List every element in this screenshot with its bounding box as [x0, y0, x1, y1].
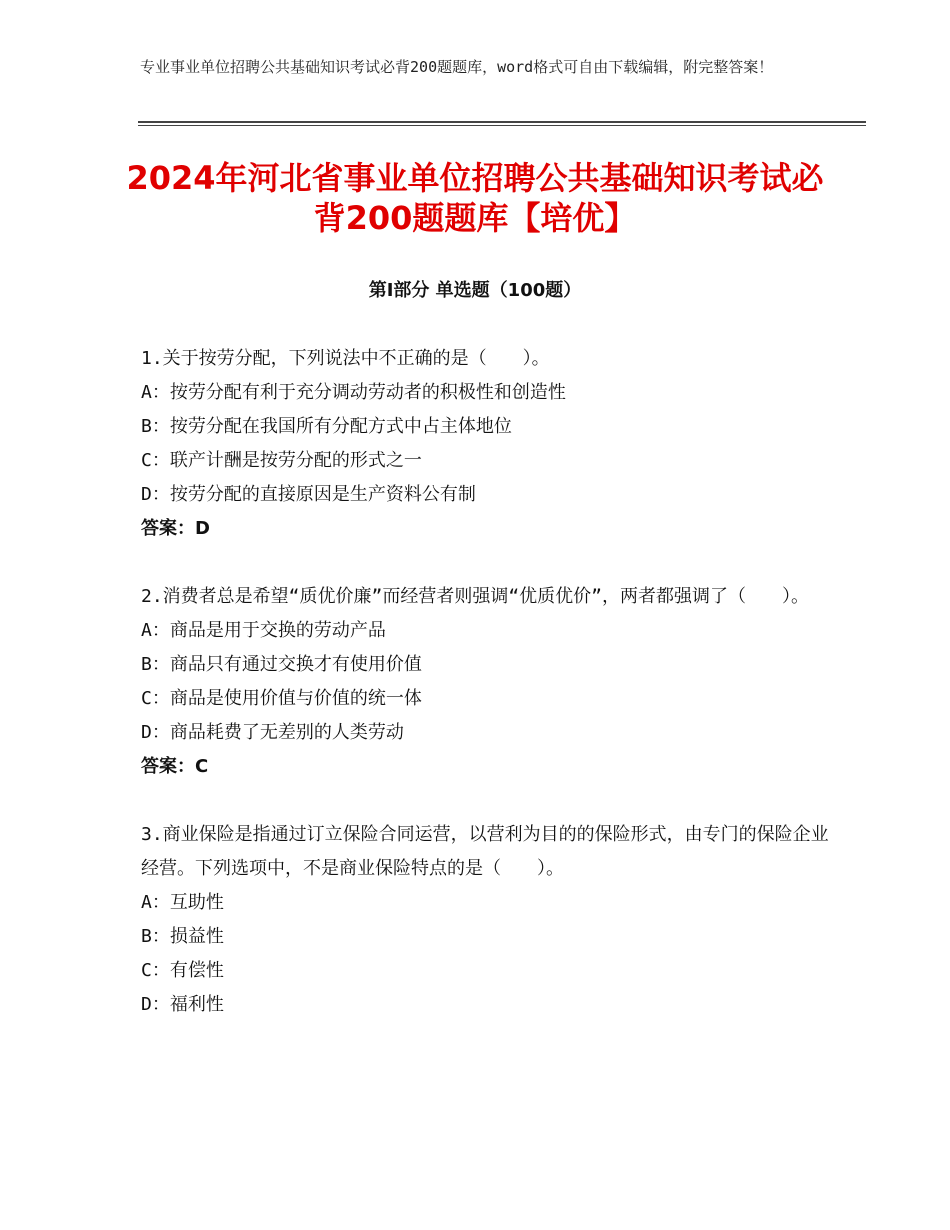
header-note: 专业事业单位招聘公共基础知识考试必背200题题库，word格式可自由下载编辑，附完整答案！ [140, 58, 774, 76]
option-a: A：互助性 [141, 892, 224, 913]
option-c: C：有偿性 [141, 960, 224, 981]
option-d: D：按劳分配的直接原因是生产资料公有制 [141, 484, 476, 505]
header-rule-top [138, 121, 866, 123]
option-a: A：商品是用于交换的劳动产品 [141, 620, 386, 641]
option-a: A：按劳分配有利于充分调动劳动者的积极性和创造性 [141, 382, 566, 403]
question-list [141, 342, 831, 1056]
section-heading: 第Ⅰ部分 单选题（100题） [368, 280, 582, 301]
option-b: B：损益性 [141, 926, 224, 947]
document-title: 2024年河北省事业单位招聘公共基础知识考试必背200题题库【培优】 [126, 159, 824, 237]
question-1 [141, 342, 831, 546]
option-c: C：联产计酬是按劳分配的形式之一 [141, 450, 422, 471]
option-d: D：福利性 [141, 994, 224, 1015]
option-d: D：商品耗费了无差别的人类劳动 [141, 722, 404, 743]
answer: 答案：D [141, 518, 210, 539]
option-b: B：商品只有通过交换才有使用价值 [141, 654, 422, 675]
answer: 答案：C [141, 756, 209, 777]
question-stem: 3.商业保险是指通过订立保险合同运营，以营利为目的的保险形式，由专门的保险企业经营。下列选项中，不是商业保险特点的是（ ）。 [141, 824, 829, 879]
option-c: C：商品是使用价值与价值的统一体 [141, 688, 422, 709]
question-stem: 2.消费者总是希望“质优价廉”而经营者则强调“优质优价”，两者都强调了（ ）。 [141, 586, 810, 607]
question-2 [141, 580, 831, 784]
question-3 [141, 818, 831, 1022]
option-b: B：按劳分配在我国所有分配方式中占主体地位 [141, 416, 512, 437]
header-rule-bottom [138, 125, 866, 126]
question-stem: 1.关于按劳分配，下列说法中不正确的是（ ）。 [141, 348, 550, 369]
